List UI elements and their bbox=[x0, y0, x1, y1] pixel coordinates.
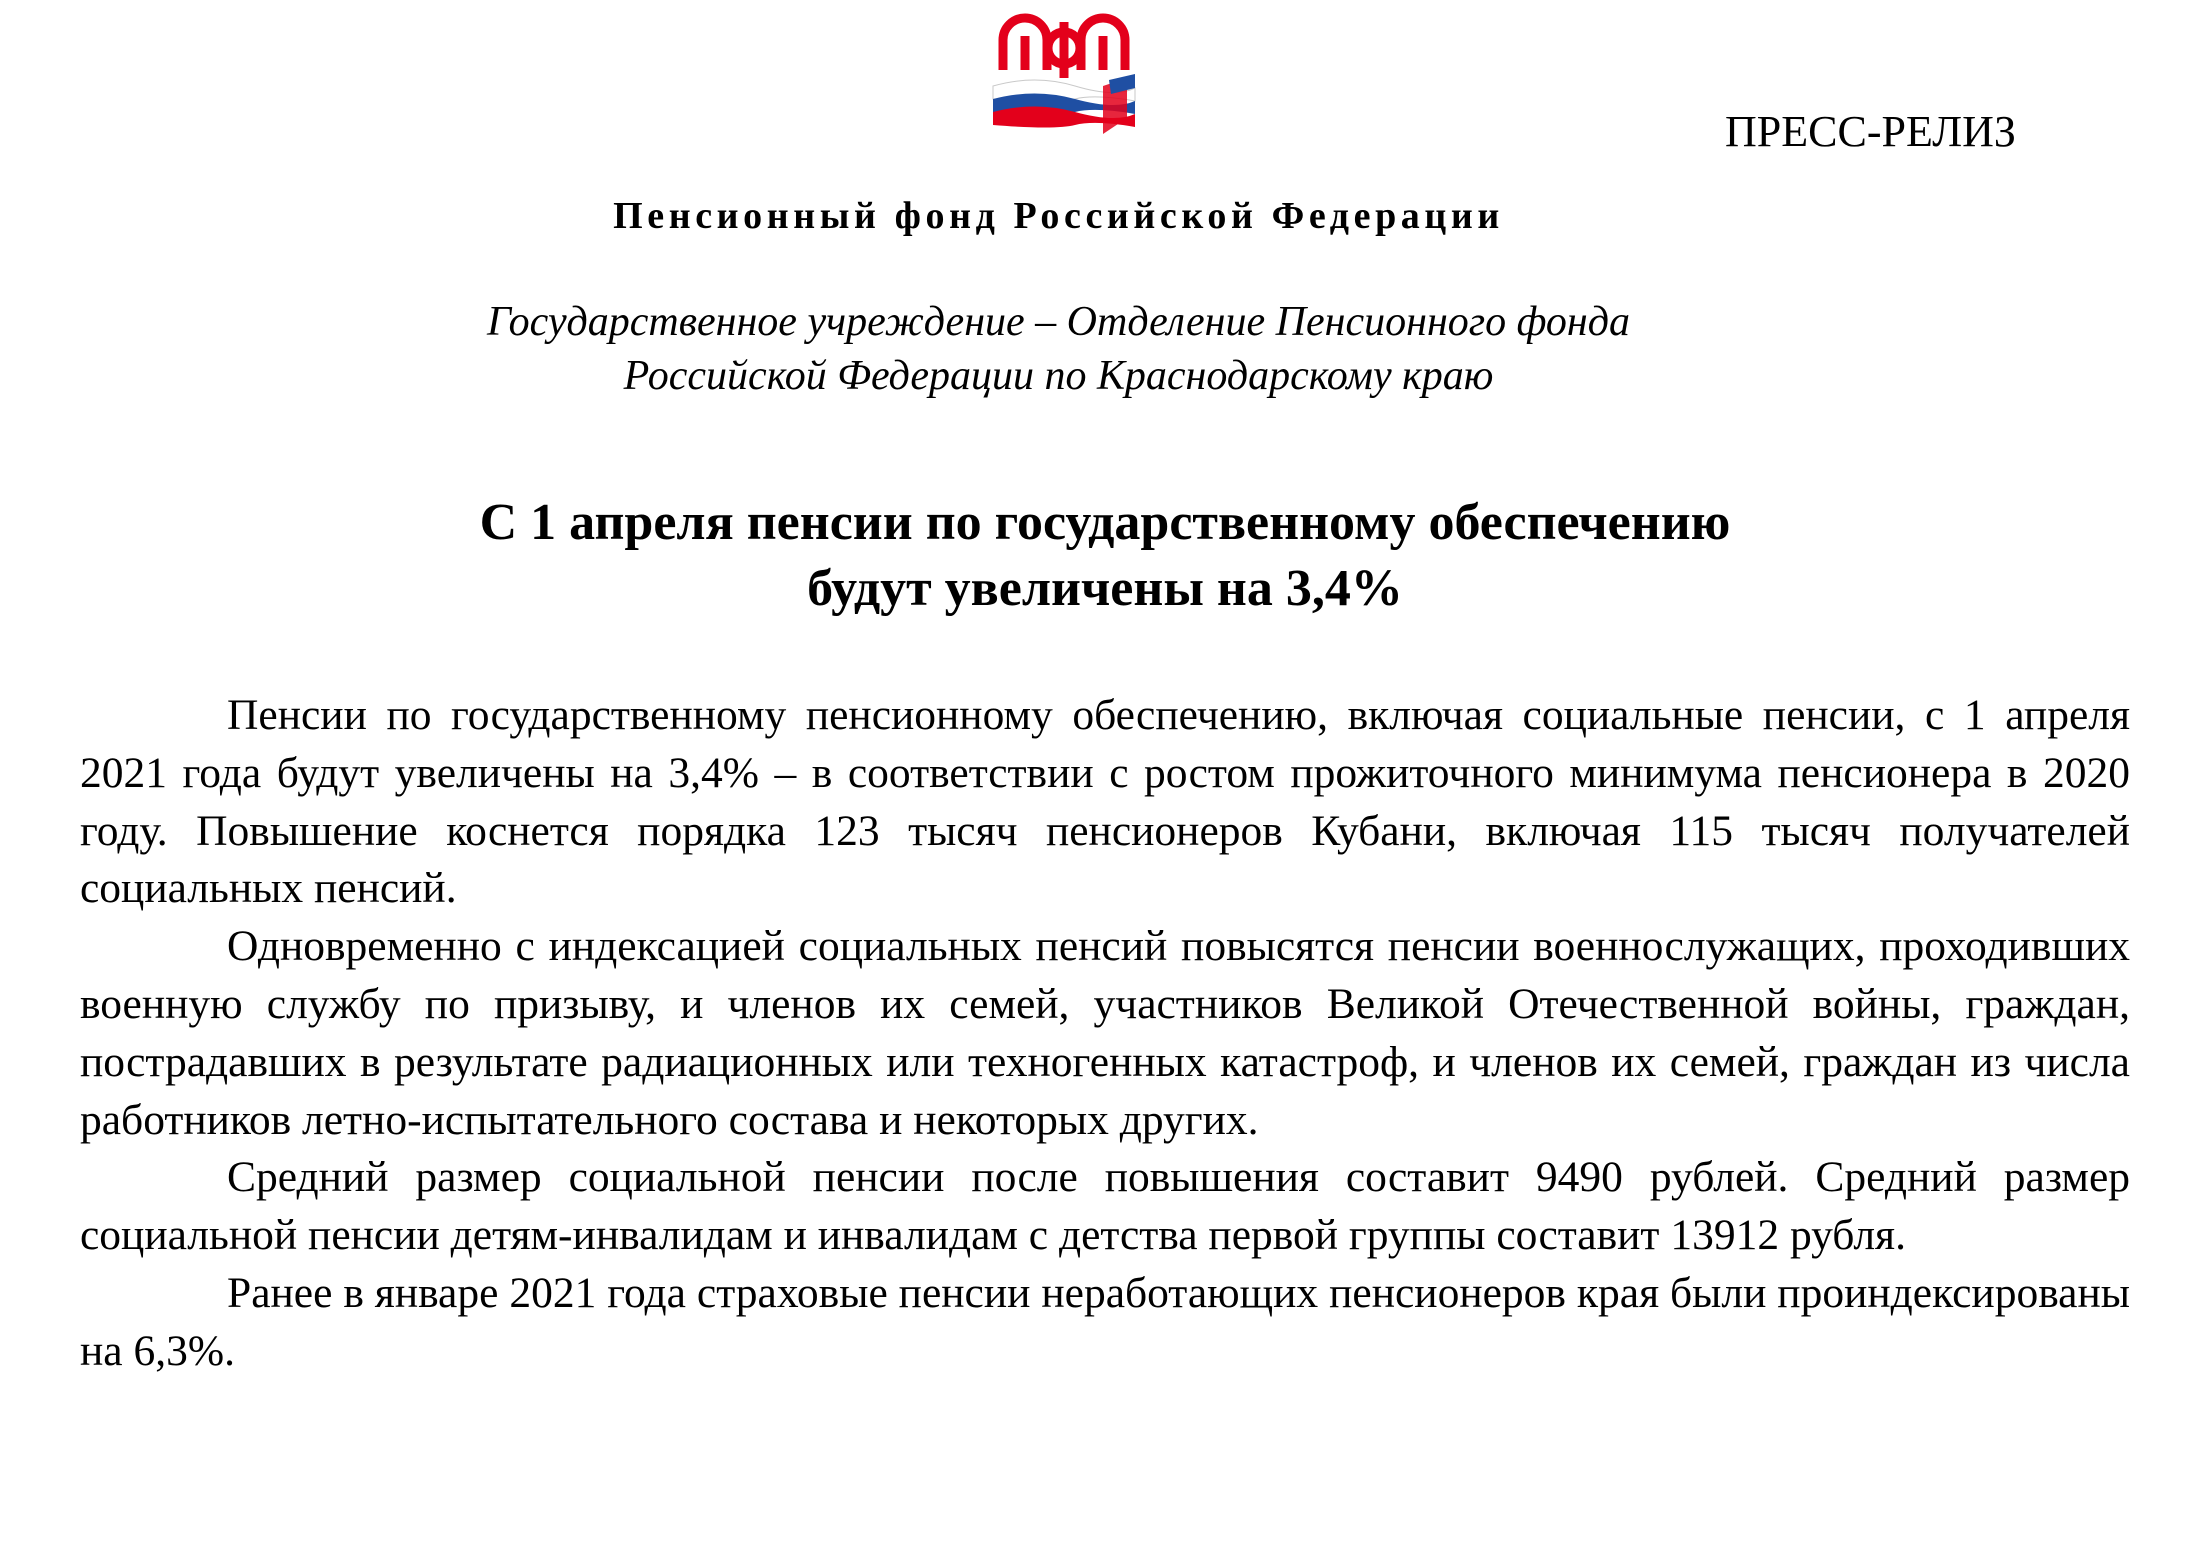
branch-name bbox=[0, 295, 2117, 403]
pfr-logo bbox=[985, 8, 1143, 136]
headline-line-2: будут увеличены на 3,4% bbox=[807, 560, 1403, 617]
branch-line-1: Государственное учреждение – Отделение Пенсионного фонда bbox=[486, 299, 1631, 345]
paragraph-4: Ранее в январе 2021 года страховые пенсии неработающих пенсионеров края были проиндексированы на 6,3%. bbox=[80, 1268, 2130, 1375]
paragraph-3: Средний размер социальной пенсии после повышения составит 9490 рублей. Средний размер социальной пенсии детям-инвалидам и инвалидам с детства первой группы составит 13912 рубля. bbox=[80, 1153, 2130, 1260]
paragraph-1: Пенсии по государственному пенсионному обеспечению, включая социальные пенсии, с 1 апреля 2021 года будут увеличены на 3,4% – в соответствии с ростом прожиточного минимума пенсионера в 2020 году. Повышение коснется порядка 123 тысяч пенсионеров Кубани, включая 115 тысяч получателей социальных пенсий. bbox=[80, 691, 2130, 913]
press-release-label: ПРЕСС-РЕЛИЗ bbox=[1725, 107, 2016, 156]
organization-name: Пенсионный фонд Российской Федерации bbox=[613, 195, 1504, 237]
article-body bbox=[80, 687, 2130, 1381]
headline-line-1: С 1 апреля пенсии по государственному обеспечению bbox=[479, 494, 1731, 551]
branch-line-2: Российской Федерации по Краснодарскому краю bbox=[623, 353, 1494, 399]
headline bbox=[0, 490, 2196, 622]
pfr-emblem-with-russian-flag-icon bbox=[985, 8, 1143, 136]
paragraph-2: Одновременно с индексацией социальных пенсий повысятся пенсии военнослужащих, проходивших военную службу по призыву, и членов их семей, участников Великой Отечественной войны, граждан, пострадавших в результате радиационных или техногенных катастроф, и членов их семей, граждан из числа работников летно-испытательного состава и некоторых других. bbox=[80, 922, 2130, 1144]
